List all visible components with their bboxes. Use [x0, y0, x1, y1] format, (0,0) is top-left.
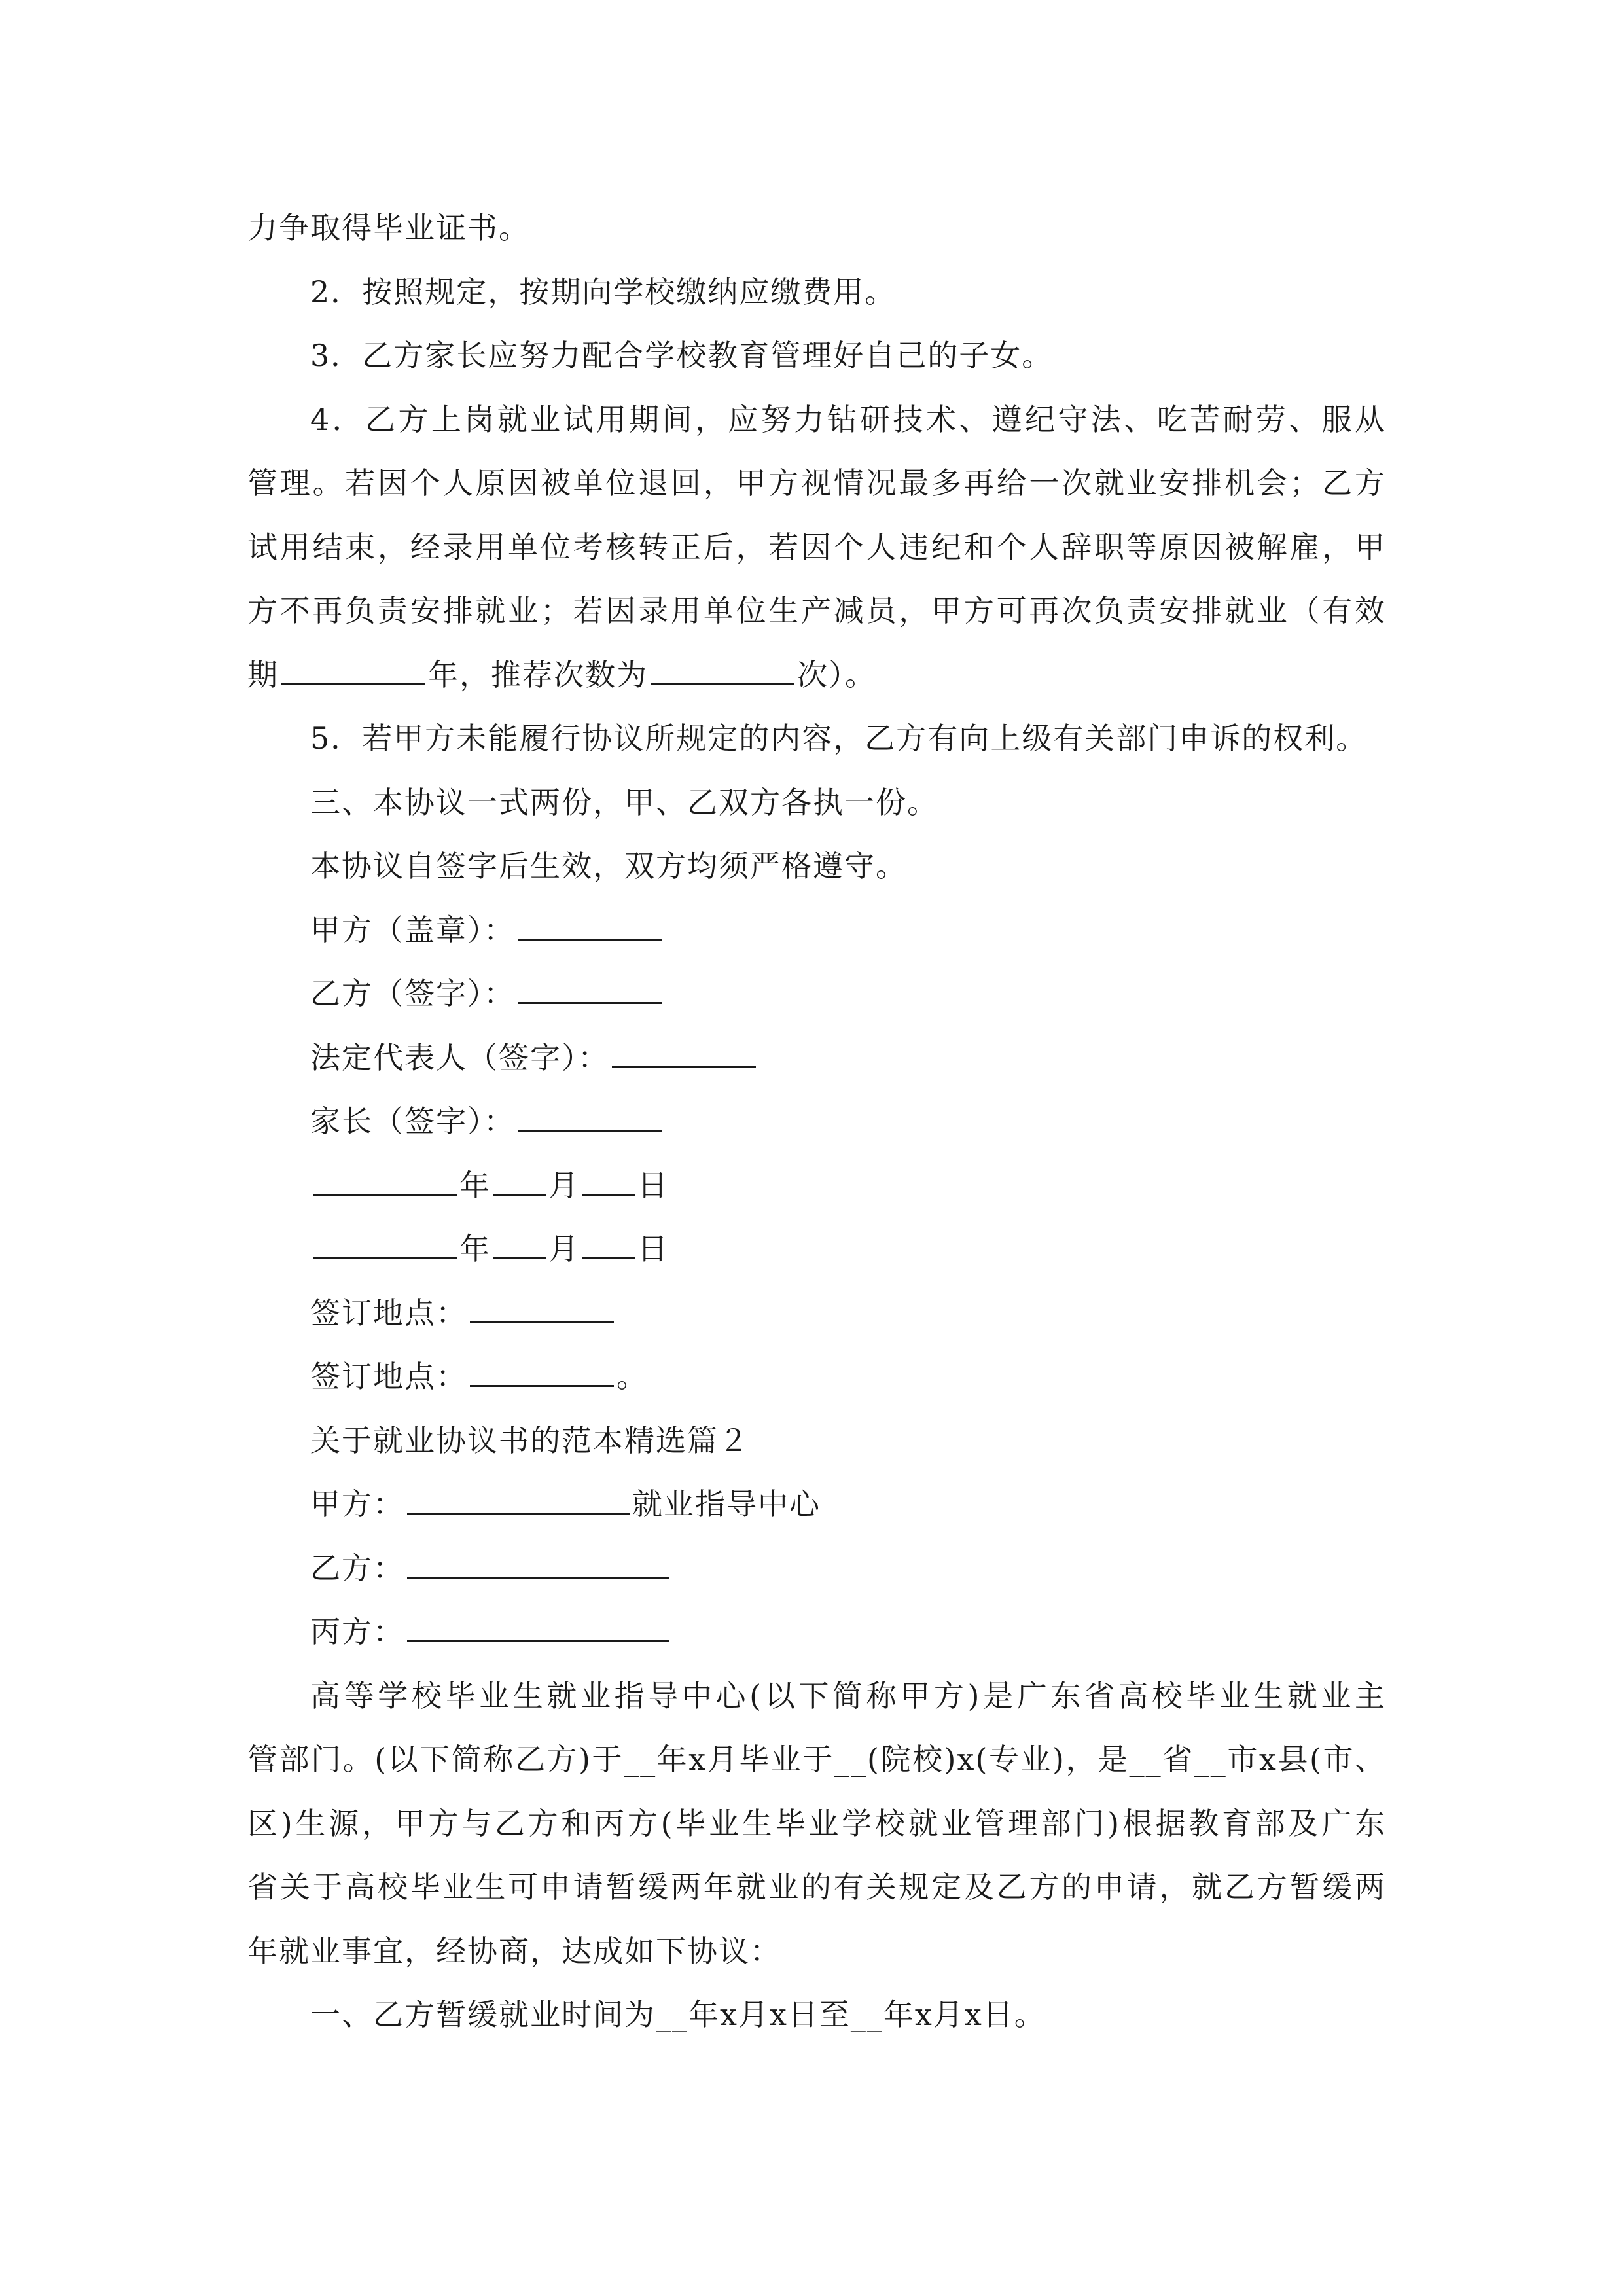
- location-label: 签订地点：: [310, 1359, 467, 1394]
- fill-in-blank: [313, 1165, 457, 1196]
- fill-in-blank: [651, 655, 794, 685]
- location-line: [247, 1345, 1386, 1409]
- date-month-label: 月: [548, 1231, 580, 1266]
- fill-in-blank: [612, 1037, 756, 1068]
- text-line: 区)生源，甲方与乙方和丙方(毕业生毕业学校就业管理部门)根据教育部及广东: [247, 1805, 1386, 1841]
- date-year-label: 年: [459, 1231, 491, 1266]
- document-page: [247, 196, 1386, 2047]
- date-day-label: 日: [637, 1167, 669, 1203]
- fill-in-blank: [407, 1611, 669, 1642]
- location-line: [247, 1282, 1386, 1346]
- fill-in-blank: [518, 973, 662, 1004]
- fill-in-blank: [470, 1293, 614, 1323]
- text-line: 方不再负责安排就业；若因录用单位生产减员，甲方可再次负责安排就业（有效: [247, 593, 1386, 628]
- text-line: 本协议自签字后生效，双方均须严格遵守。: [310, 848, 907, 884]
- date-day-label: 日: [637, 1231, 669, 1266]
- text-line: [247, 643, 1386, 708]
- fill-in-blank: [313, 1229, 457, 1259]
- fill-in-blank: [493, 1165, 546, 1196]
- party-line: [247, 1473, 1386, 1537]
- text-line: 管理。若因个人原因被单位退回，甲方视情况最多再给一次就业安排机会；乙方: [247, 465, 1386, 501]
- text-fragment: 就业指导中心: [632, 1486, 821, 1522]
- party-label: 丙方：: [310, 1614, 404, 1649]
- fill-in-blank: [518, 1101, 662, 1132]
- text-line: 3．乙方家长应努力配合学校教育管理好自己的子女。: [310, 338, 1054, 373]
- fill-in-blank: [493, 1229, 546, 1259]
- signature-label: 法定代表人（签字）：: [310, 1039, 609, 1075]
- party-line: [247, 1537, 1386, 1601]
- text-fragment: 期: [247, 656, 279, 692]
- fill-in-blank: [470, 1356, 614, 1387]
- text-fragment: 。: [616, 1359, 648, 1394]
- signature-label: 甲方（盖章）：: [310, 912, 515, 948]
- location-label: 签订地点：: [310, 1295, 467, 1331]
- party-line: [247, 1600, 1386, 1664]
- date-line: [247, 1154, 1386, 1218]
- date-year-label: 年: [459, 1167, 491, 1203]
- text-line: 4．乙方上岗就业试用期间，应努力钻研技术、遵纪守法、吃苦耐劳、服从: [310, 401, 1386, 437]
- signature-line: [247, 962, 1386, 1026]
- text-line: 年就业事宜，经协商，达成如下协议：: [247, 1933, 781, 1969]
- text-line: 5．若甲方未能履行协议所规定的内容，乙方有向上级有关部门申诉的权利。: [310, 721, 1368, 756]
- signature-line: [247, 899, 1386, 963]
- fill-in-blank: [407, 1548, 669, 1579]
- signature-line: [247, 1026, 1386, 1090]
- fill-in-blank: [582, 1165, 635, 1196]
- text-fragment: 次）。: [797, 656, 876, 692]
- date-line: [247, 1217, 1386, 1282]
- party-label: 乙方：: [310, 1550, 404, 1586]
- signature-label: 家长（签字）：: [310, 1103, 515, 1139]
- fill-in-blank: [407, 1484, 630, 1515]
- text-line: 试用结束，经录用单位考核转正后，若因个人违纪和个人辞职等原因被解雇，甲: [247, 529, 1386, 565]
- text-fragment: 年，推荐次数为: [428, 656, 648, 692]
- text-line: 省关于高校毕业生可申请暂缓两年就业的有关规定及乙方的申请，就乙方暂缓两: [247, 1869, 1386, 1905]
- text-line: 三、本协议一式两份，甲、乙双方各执一份。: [310, 784, 938, 820]
- text-line: 一、乙方暂缓就业时间为__年x月x日至__年x月x日。: [310, 1997, 1046, 2032]
- section-heading: 关于就业协议书的范本精选篇２: [310, 1422, 750, 1458]
- fill-in-blank: [281, 655, 425, 685]
- fill-in-blank: [518, 910, 662, 941]
- text-line: 高等学校毕业生就业指导中心(以下简称甲方)是广东省高校毕业生就业主: [310, 1677, 1386, 1713]
- party-label: 甲方：: [310, 1486, 404, 1522]
- text-line: 管部门。(以下简称乙方)于__年x月毕业于__(院校)x(专业)，是__省__市x县(市、: [247, 1742, 1386, 1777]
- signature-line: [247, 1090, 1386, 1154]
- date-month-label: 月: [548, 1167, 580, 1203]
- fill-in-blank: [582, 1229, 635, 1259]
- signature-label: 乙方（签字）：: [310, 976, 515, 1011]
- text-line: 力争取得毕业证书。: [247, 210, 530, 245]
- text-line: 2．按照规定，按期向学校缴纳应缴费用。: [310, 274, 897, 310]
